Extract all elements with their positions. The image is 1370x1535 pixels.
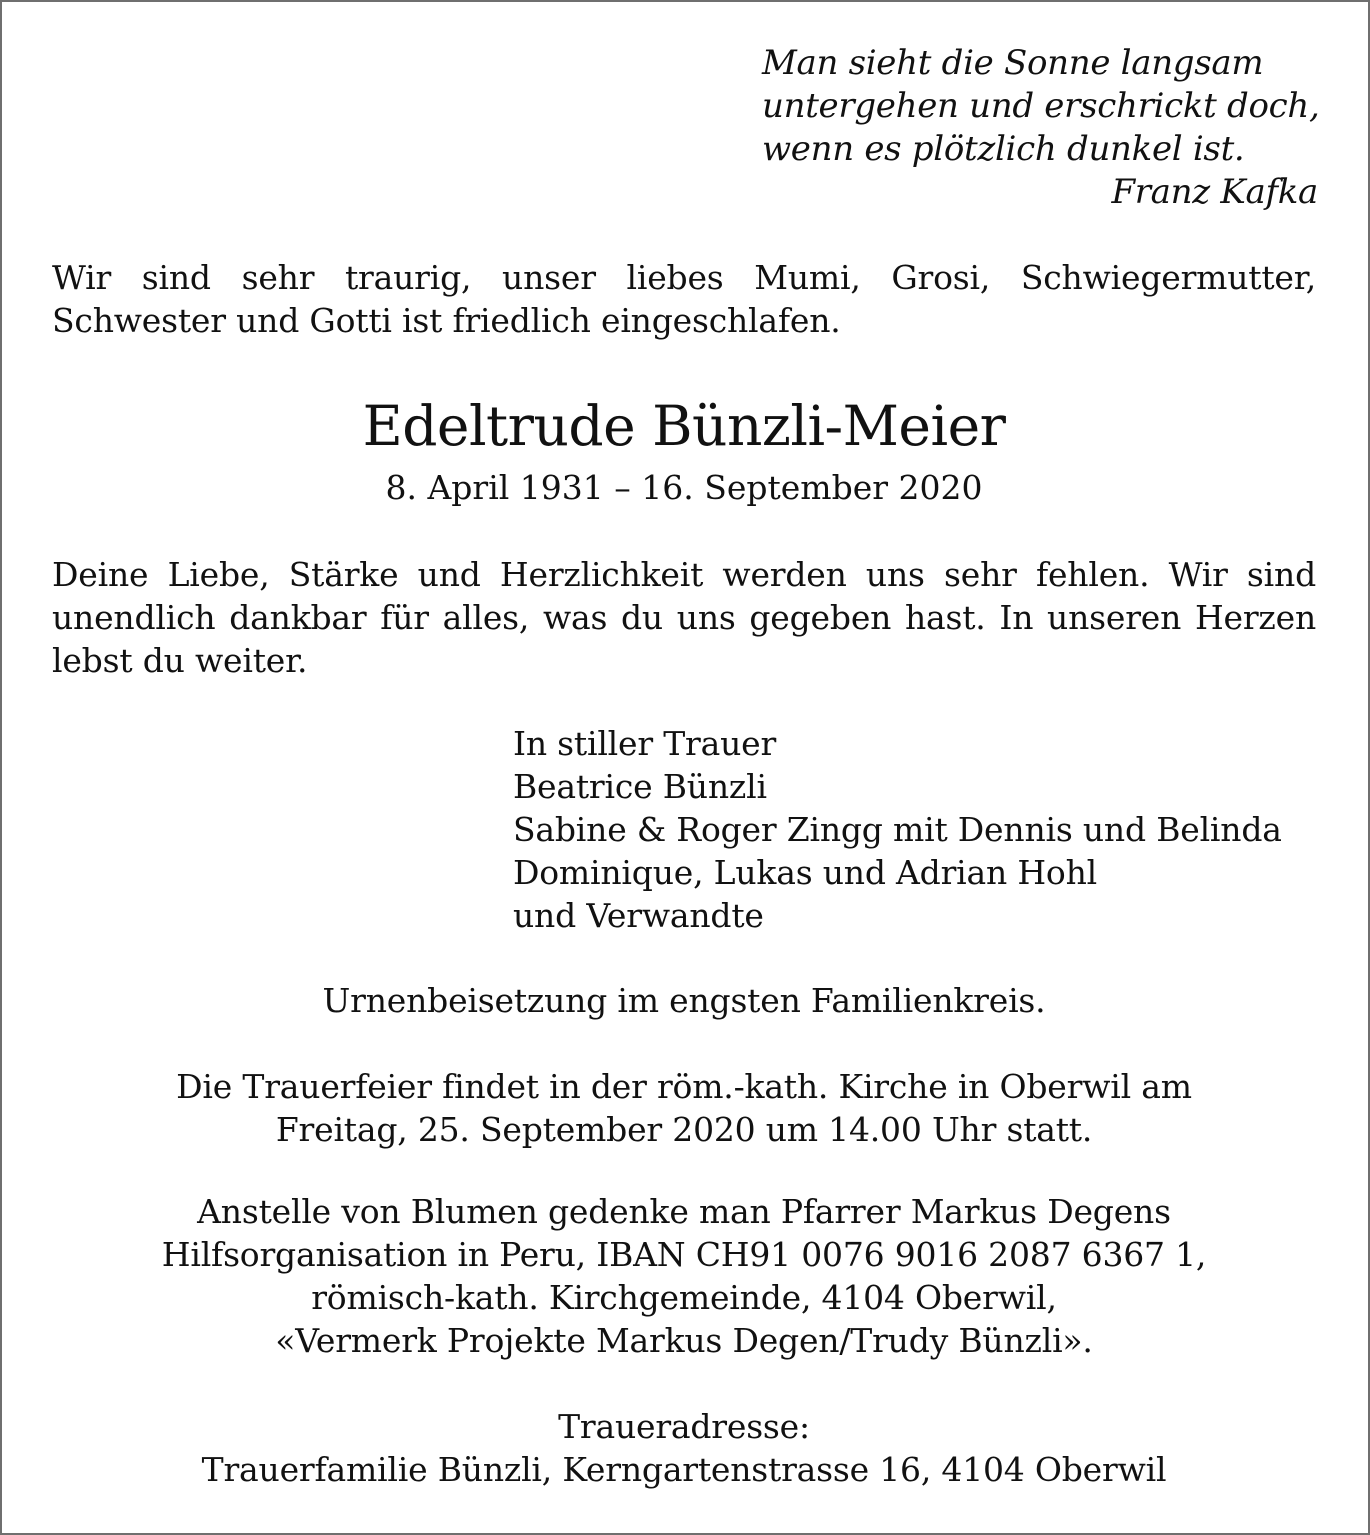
mourners-list [513,722,1316,937]
ceremony-note [52,1065,1316,1151]
mourner-line: In stiller Trauer [513,724,777,763]
mourner-line: Dominique, Lukas und Adrian Hohl [513,853,1098,892]
mourner-line: und Verwandte [513,896,764,935]
quote-author: Franz Kafka [1111,172,1318,212]
quote-line: Man sieht die Sonne langsam [762,43,1264,83]
tribute-paragraph: Deine Liebe, Stärke und Herzlichkeit werden uns sehr fehlen. Wir sind unendlich dankbar für alles, was du uns gegeben hast. In unseren Herzen lebst du weiter. [52,555,1316,680]
address-value: Trauerfamilie Bünzli, Kerngartenstrasse 16, 4104 Oberwil [201,1450,1167,1489]
donation-line: römisch-kath. Kirchgemeinde, 4104 Oberwil, [311,1278,1057,1317]
burial-line: Urnenbeisetzung im engsten Familienkreis. [322,981,1046,1020]
burial-note [52,979,1316,1022]
donation-note [52,1190,1316,1362]
quote-line: untergehen und erschrickt doch, [762,86,1320,126]
donation-line: «Vermerk Projekte Markus Degen/Trudy Bünzli». [275,1321,1093,1360]
address-label: Traueradresse: [558,1407,810,1446]
mourner-line: Sabine & Roger Zingg mit Dennis und Belinda [513,810,1282,849]
mourner-line: Beatrice Bünzli [513,767,767,806]
deceased-dates: 8. April 1931 – 16. September 2020 [385,468,983,507]
deceased-name: Edeltrude Bünzli-Meier [362,394,1006,458]
donation-line: Hilfsorganisation in Peru, IBAN CH91 0076 9016 2087 6367 1, [161,1235,1207,1274]
donation-line: Anstelle von Blumen gedenke man Pfarrer Markus Degens [197,1192,1171,1231]
quote-line: wenn es plötzlich dunkel ist. [762,129,1245,169]
mourning-address [52,1405,1316,1491]
kafka-quote [762,42,1318,214]
intro-paragraph: Wir sind sehr traurig, unser liebes Mumi, Grosi, Schwiegermutter, Schwester und Gotti ist friedlich eingeschlafen. [52,258,1316,340]
ceremony-line: Die Trauerfeier findet in der röm.-kath. Kirche in Oberwil am [176,1067,1192,1106]
ceremony-line: Freitag, 25. September 2020 um 14.00 Uhr statt. [275,1110,1093,1149]
